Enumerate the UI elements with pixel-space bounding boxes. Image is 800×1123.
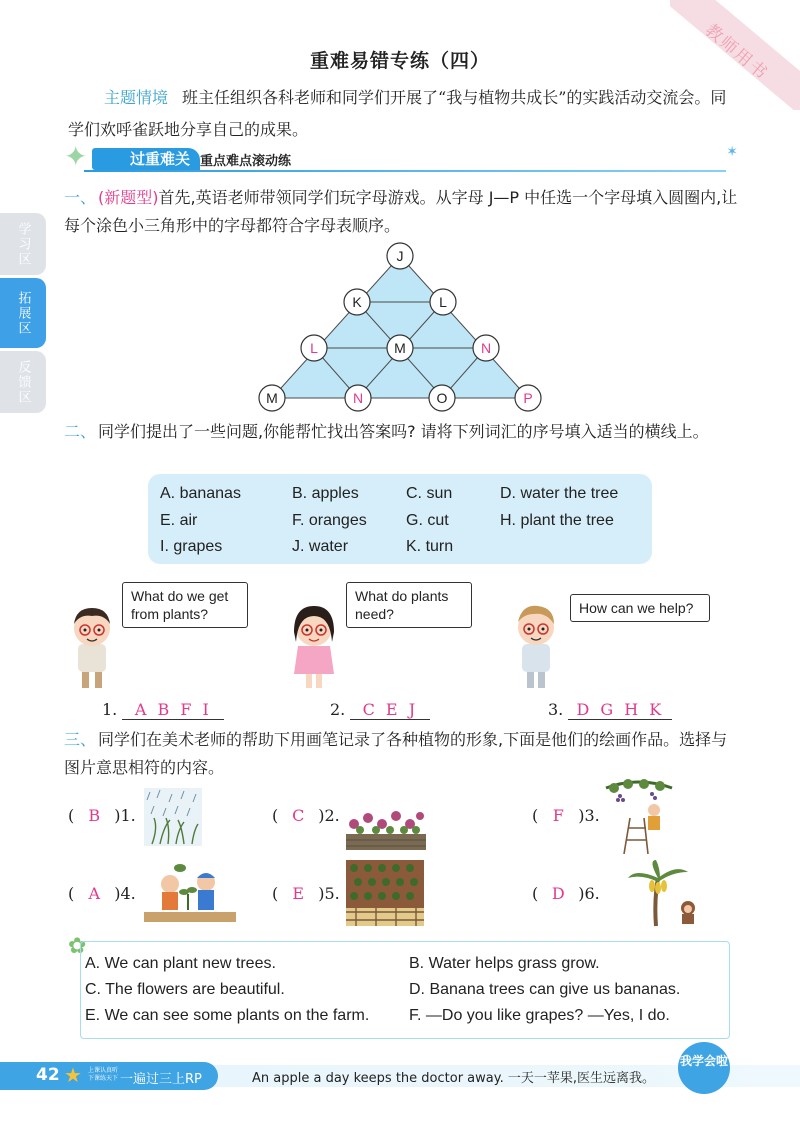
answer-number: 2. [330,700,346,719]
item-number: 1. [120,806,136,825]
answer-blank[interactable]: D [551,884,565,903]
letter-label: J [396,248,404,264]
question-number: 二、 [64,422,97,441]
picture-item-4: ( A )4. [68,884,136,903]
answer-number: 1. [102,700,118,719]
answer-blank[interactable]: F [552,806,564,825]
picture-item-2: ( C )2. [272,806,340,825]
answer-blank[interactable]: C [292,806,305,825]
word-option: A. bananas [160,485,241,502]
word-option: H. plant the tree [500,512,614,529]
page-title: 重难易错专练（四） [309,50,490,72]
question-text: 首先,英语老师带领同学们玩字母游戏。从字母 J—P 中任选一个字母填入圆圈内,让每个涂色小三角形中的字母都符合字母表顺序。 [64,188,738,235]
girl-illustration [286,602,342,694]
intro-text: 班主任组织各科老师和同学们开展了“我与植物共成长”的实践活动交流会。同学们欢呼雀跃地分享自己的成果。 [68,88,727,139]
picture-item-1: ( B )1. [68,806,136,825]
letter-label: N [480,340,492,356]
grapes-vine-picture [604,778,674,854]
item-number: 3. [584,806,600,825]
letter-triangle [250,238,550,416]
option-b: B. Water helps grass grow. [409,955,600,972]
question-number: 一、 [64,188,97,207]
side-tab-study[interactable]: 学习区 [0,213,46,275]
speech-bubble: What do we get from plants? [122,582,248,628]
letter-label: L [439,294,447,310]
star-icon: ★ [64,1063,82,1087]
answer-blank[interactable]: D G H K [568,700,672,720]
question-text: 同学们提出了一些问题,你能帮忙找出答案吗? 请将下列词汇的序号填入适当的横线上。 [98,422,709,441]
side-tab-feedback[interactable]: 反馈区 [0,351,46,413]
item-number: 2. [324,806,340,825]
letter-label: N [352,390,364,406]
sparkle-icon: ✶ [726,144,738,160]
word-option: C. sun [406,485,453,502]
word-option: F. oranges [292,512,367,529]
answer-line-1 [102,700,224,720]
banner-label: 过重难关 [92,148,200,170]
banana-tree-picture [626,860,704,928]
page-footer [0,1054,800,1092]
answer-line-3 [548,700,672,720]
letter-label: K [352,294,362,310]
letter-label: O [436,390,448,406]
letter-label: L [310,340,318,356]
question-2 [64,418,740,446]
answer-blank[interactable]: B [88,806,101,825]
word-option: K. turn [406,538,454,555]
banner-subtitle: 重点难点滚动练 [200,154,292,169]
intro-paragraph [68,82,738,146]
rain-grass-picture [144,788,202,846]
corner-stamp-text: 教师用书 [700,20,772,85]
word-option: D. water the tree [500,485,619,502]
brand-slogan: 上课认真听 下课练天下 [88,1067,119,1082]
new-type-tag: (新题型) [98,188,159,207]
option-e: E. We can see some plants on the farm. [85,1007,370,1024]
answer-blank[interactable]: A [88,884,101,903]
answer-number: 3. [548,700,564,719]
option-c: C. The flowers are beautiful. [85,981,285,998]
section-banner [64,140,738,174]
word-option: E. air [160,512,198,529]
letter-label: M [394,340,406,356]
side-tabs [0,213,46,416]
kids-planting-picture [144,864,236,922]
question-1 [64,184,740,240]
item-number: 6. [584,884,600,903]
footer-quote: An apple a day keeps the doctor away. 一天一苹果,医生远离我。 [252,1071,655,1086]
option-a: A. We can plant new trees. [85,955,276,972]
question-3 [64,726,740,782]
question-number: 三、 [64,730,97,749]
option-d: D. Banana trees can give us bananas. [409,981,681,998]
leaf-icon: ✿ [68,934,87,959]
answer-blank[interactable]: A B F I [122,700,224,720]
intro-label: 主题情境 [104,88,169,107]
letter-label: M [266,390,278,406]
word-option: I. grapes [160,538,223,555]
speech-bubble: What do plants need? [346,582,472,628]
side-tab-extend[interactable]: 拓展区 [0,278,46,348]
brand-name: 一遍过三上RP [120,1072,202,1087]
farm-field-picture [346,860,424,926]
word-option: J. water [292,538,349,555]
word-bank [148,474,652,564]
i-learned-badge[interactable]: 我学会啦 [678,1042,730,1094]
item-number: 5. [324,884,340,903]
answer-blank[interactable]: C E J [350,700,430,720]
word-option: G. cut [406,512,449,529]
speech-bubble: How can we help? [570,594,710,622]
picture-item-3: ( F )3. [532,806,600,825]
picture-item-5: ( E )5. [272,884,340,903]
answer-line-2 [330,700,430,720]
boy-illustration [64,602,120,694]
boy-illustration [508,600,564,694]
picture-item-6: ( D )6. [532,884,600,903]
question-text: 同学们在美术老师的帮助下用画笔记录了各种植物的形象,下面是他们的绘画作品。选择与图片意思相符的内容。 [64,730,728,777]
flower-garden-picture [346,806,426,850]
page-number: 42 [36,1065,60,1085]
option-f: F. —Do you like grapes? —Yes, I do. [409,1007,670,1024]
answer-blank[interactable]: E [292,884,305,903]
item-number: 4. [120,884,136,903]
options-box [80,941,730,1039]
word-option: B. apples [292,485,359,502]
star-icon: ✦ [64,140,88,173]
letter-label: P [523,390,533,406]
